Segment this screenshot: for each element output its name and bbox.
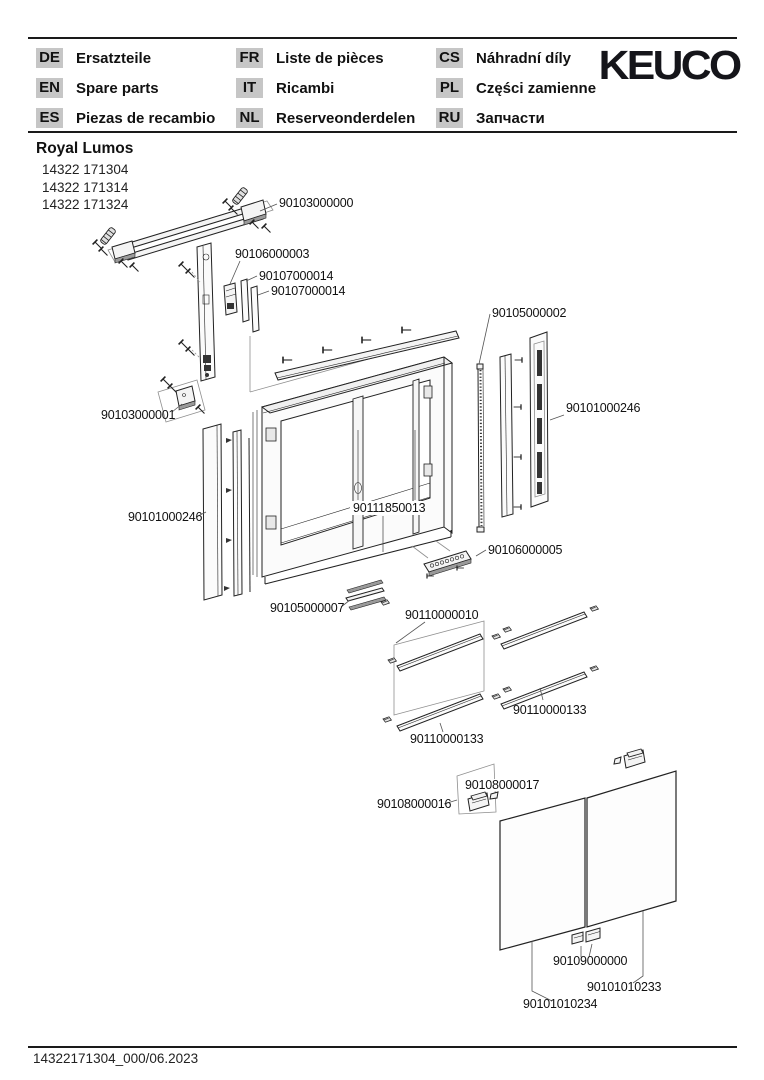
language-code-badge: RU bbox=[436, 108, 463, 128]
part-label-90105000007: 90105000007 bbox=[270, 601, 345, 615]
language-label: Náhradní díly bbox=[476, 49, 572, 67]
language-label: Запчасти bbox=[476, 109, 545, 127]
language-label: Ersatzteile bbox=[76, 49, 152, 67]
part-label-90109000000: 90109000000 bbox=[553, 954, 628, 968]
language-code-badge: NL bbox=[236, 108, 263, 128]
part-label-90106000005: 90106000005 bbox=[488, 543, 563, 557]
language-label: Ricambi bbox=[276, 79, 335, 97]
language-label: Spare parts bbox=[76, 79, 159, 97]
language-label: Części zamienne bbox=[476, 79, 597, 97]
document-reference: 14322171304_000/06.2023 bbox=[33, 1051, 199, 1066]
part-label-90106000003: 90106000003 bbox=[235, 247, 310, 261]
part-label-90110000010: 90110000010 bbox=[405, 608, 479, 622]
led-strip-and-right-panel bbox=[477, 314, 564, 532]
language-code-badge: DE bbox=[36, 48, 63, 68]
part-label-90105000002: 90105000002 bbox=[492, 306, 567, 320]
part-label-90108000017: 90108000017 bbox=[465, 778, 540, 792]
terminal-strip bbox=[412, 541, 486, 581]
language-label: Reserveonderdelen bbox=[276, 109, 416, 127]
language-label: Piezas de recambio bbox=[76, 109, 216, 127]
controller-box bbox=[224, 261, 240, 315]
part-label-90108000016: 90108000016 bbox=[377, 797, 452, 811]
part-label-90103000000: 90103000000 bbox=[279, 196, 354, 210]
language-code-badge: EN bbox=[36, 78, 63, 98]
part-label-90103000001: 90103000001 bbox=[101, 408, 176, 422]
language-code-badge: CS bbox=[436, 48, 463, 68]
model-number: 14322 171304 bbox=[42, 162, 129, 177]
language-code-badge: ES bbox=[36, 108, 63, 128]
left-side-panel bbox=[196, 424, 250, 600]
part-label-90101010234: 90101010234 bbox=[523, 997, 598, 1011]
keuco-logo: KEUCO bbox=[598, 42, 740, 88]
language-code-badge: FR bbox=[236, 48, 263, 68]
part-label-90101010233: 90101010233 bbox=[587, 980, 662, 994]
bottom-rails bbox=[341, 580, 386, 610]
model-number: 14322 171324 bbox=[42, 197, 129, 212]
part-label-90107000014-a: 90107000014 bbox=[259, 269, 334, 283]
language-code-badge: IT bbox=[236, 78, 263, 98]
part-label-90110000133-left: 90110000133 bbox=[410, 732, 484, 746]
cabinet-body bbox=[250, 324, 459, 584]
language-code-badge: PL bbox=[436, 78, 463, 98]
part-label-90107000014-b: 90107000014 bbox=[271, 284, 346, 298]
footer-rule bbox=[28, 1046, 737, 1048]
wall-profile bbox=[179, 243, 215, 381]
language-label: Liste de pièces bbox=[276, 49, 384, 67]
part-label-90110000133-right: 90110000133 bbox=[513, 703, 587, 717]
part-label-90111850013: 90111850013 bbox=[353, 501, 426, 515]
part-label-90101000246-right: 90101000246 bbox=[566, 401, 641, 415]
product-name: Royal Lumos bbox=[36, 140, 134, 157]
cover-strips bbox=[241, 276, 269, 332]
part-label-90101000246-left: 90101000246 bbox=[128, 510, 203, 524]
model-number: 14322 171314 bbox=[42, 179, 129, 195]
